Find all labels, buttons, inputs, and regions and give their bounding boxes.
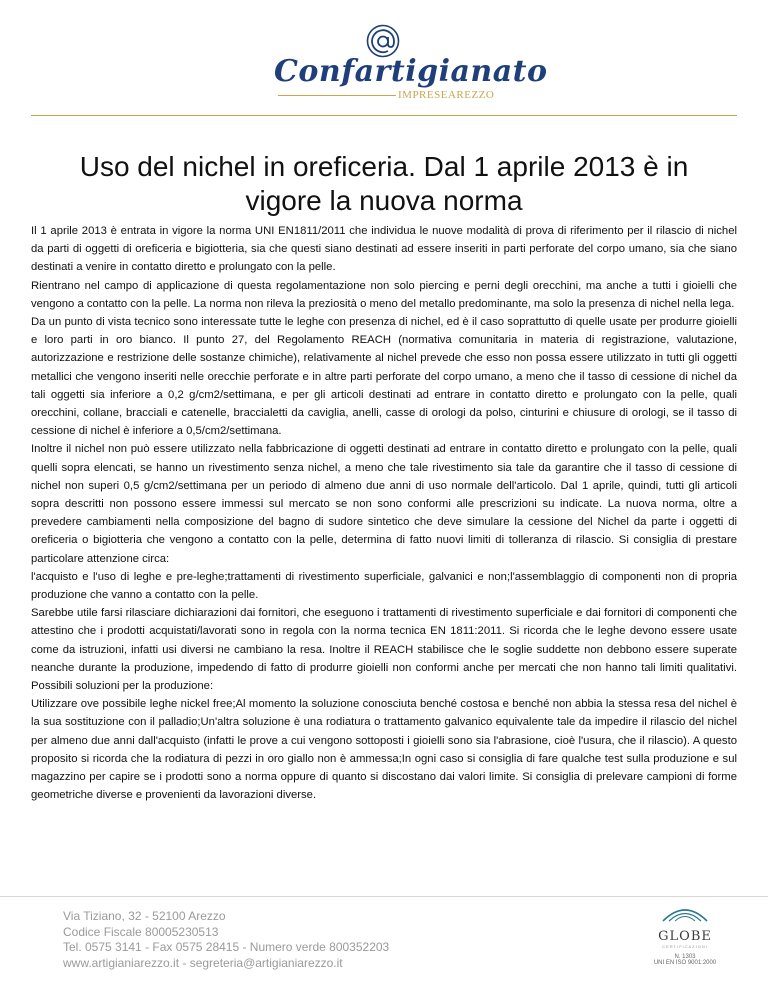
paragraph: Da un punto di vista tecnico sono interessate tutte le leghe con presenza di nichel, ed è il caso soprattutto di quelle usate per produrre gioielli e loro parti in oro bianco. Il punto 27, del Regolamento REACH (normativa comunitaria in materia di registrazione, valutazione, autorizzazione e restrizione delle sostanze chimiche), relativamente al nichel prevede che esso non possa essere utilizzato in tutti gli oggetti metallici che vengono inseriti nelle orecchie perforate e in altre parti perforate del corpo umano, a meno che il tasso di cessione di nichel da tali oggetti sia inferiore a 0,2 g/cm2/settimana, e per gli articoli destinati ad entrare in contatto diretto e prolungato con la pelle, quali orecchini, collane, bracciali e catenelle, braccialetti da caviglia, anelli, casse di orologi da polso, cinturini e chiusure di orologi, se il tasso di cessione di nichel è inferiore a 0,5/cm2/settimana.	[31, 316, 737, 438]
logo-divider	[278, 95, 396, 96]
letterhead	[0, 0, 768, 120]
footer-address: Via Tiziano, 32 - 52100 Arezzo	[63, 909, 226, 923]
certification-badge	[640, 903, 730, 966]
certification-number: N. 1303	[674, 954, 696, 960]
document-body	[31, 222, 737, 805]
footer-divider	[0, 896, 768, 897]
at-sign-circle-icon	[366, 24, 400, 58]
header-rule	[31, 115, 737, 116]
brand-sub-text: IMPRESEAREZZO	[398, 89, 495, 101]
paragraph: Sarebbe utile farsi rilasciare dichiarazioni dai fornitori, che eseguono i trattamenti di rivestimento superficiale e dai fornitori di componenti che attestino che i prodotti acquistati/lavorati sono in regola con la norma tecnica EN 1811:2011. Si ricorda che le leghe devono essere usate come da istruzioni, infatti usi diversi ne cambiano la resa. Inoltre il REACH stabilisce che le soglie suddette non debbono essere superate neanche durante la produzione, impedendo di fatto di produrre gioielli non conformi anche per mercati che non hanno tali limiti qualitativi. Possibili soluzioni per la produzione:	[31, 607, 737, 693]
globe-arc-icon	[655, 903, 715, 923]
certification-standard: UNI EN ISO 9001:2000	[653, 960, 717, 966]
paragraph: Rientrano nel campo di applicazione di questa regolamentazione non solo piercing e perni degli orecchini, ma anche a tutti i gioielli che vengono a contatto con la pelle. La norma non rileva la preziosità o meno del metallo predominante, ma solo la presenza di nichel nella lega.	[31, 279, 737, 310]
certification-subtitle: CERTIFICAZIONI	[662, 944, 708, 949]
paragraph: Il 1 aprile 2013 è entrata in vigore la norma UNI EN1811/2011 che individua le nuove modalità di prova di riferimento per il rilascio di nichel da parti di oggetti di oreficeria e bigiotteria, sia che questi siano destinati ad essere inseriti in parti perforate del corpo umano, sia che siano destinati a venire in contatto diretto e prolungato con la pelle.	[31, 225, 737, 274]
paragraph: Inoltre il nichel non può essere utilizzato nella fabbricazione di oggetti destinati ad entrare in contatto diretto e prolungato con la pelle, quali quelli sopra elencati, se hanno un rivestimento senza nichel, a meno che tale rivestimento sia tale da garantire che il tasso di cessione di nichel non superi 0,5 g/cm2/settimana per un periodo di almeno due anni di uso normale dell'articolo. Dal 1 aprile, quindi, tutti gli articoli sopra descritti non possono essere immessi sul mercato se non sono conformi alle prescrizioni su indicate. La nuova norma, oltre a prevedere cambiamenti nella composizione del bagno di sudore sintetico che deve simulare la cessione del Nichel da parte i oggetti di oreficeria o bigiotteria che vengono a contatto con la pelle, determina di fatto nuovi limiti di tolleranza di rilascio. Si consiglia di prestare particolare attenzione circa:	[31, 443, 737, 565]
footer-fiscal-code: Codice Fiscale 80005230513	[63, 924, 219, 939]
footer-phone: Tel. 0575 3141 - Fax 0575 28415 - Numero verde 800352203	[63, 940, 390, 954]
document-title: Uso del nichel in oreficeria. Dal 1 aprile 2013 è in vigore la nuova norma	[79, 151, 689, 216]
certification-name: GLOBE	[658, 929, 712, 944]
footer-web-link[interactable]: www.artigianiarezzo.it - segreteria@artigianiarezzo.it	[63, 955, 343, 970]
footer-contact	[63, 909, 389, 971]
paragraph: Utilizzare ove possibile leghe nickel free;Al momento la soluzione conosciuta benché costosa e benché non abbia la stessa resa del nichel è la sua sostituzione con il palladio;Un'altra soluzione è una rodiatura o trattamento galvanico equivalente tale da impedire il rilascio del nichel per almeno due anni dall'acquisto (infatti le prove a cui vengono sottoposti i gioielli sono sia l'abrasione, cioè l'usura, che il rilascio). A questo proposito si ricorda che la rodiatura di pezzi in oro giallo non è ammessa;In ogni caso si consiglia di fare qualche test sulla produzione e sul magazzino per capire se i prodotti sono a norma oppure di quanto si discostano dai valori limite. Si consiglia di prelevare campioni di forme geometriche diverse e provenienti da lavorazioni diverse.	[31, 698, 737, 802]
paragraph: l'acquisto e l'uso di leghe e pre-leghe;trattamenti di rivestimento superficiale, galvanici e non;l'assemblaggio di componenti non di propria produzione che vanno a contatto con la pelle.	[31, 570, 737, 602]
brand-logo-text: Confartigianato	[274, 54, 548, 89]
